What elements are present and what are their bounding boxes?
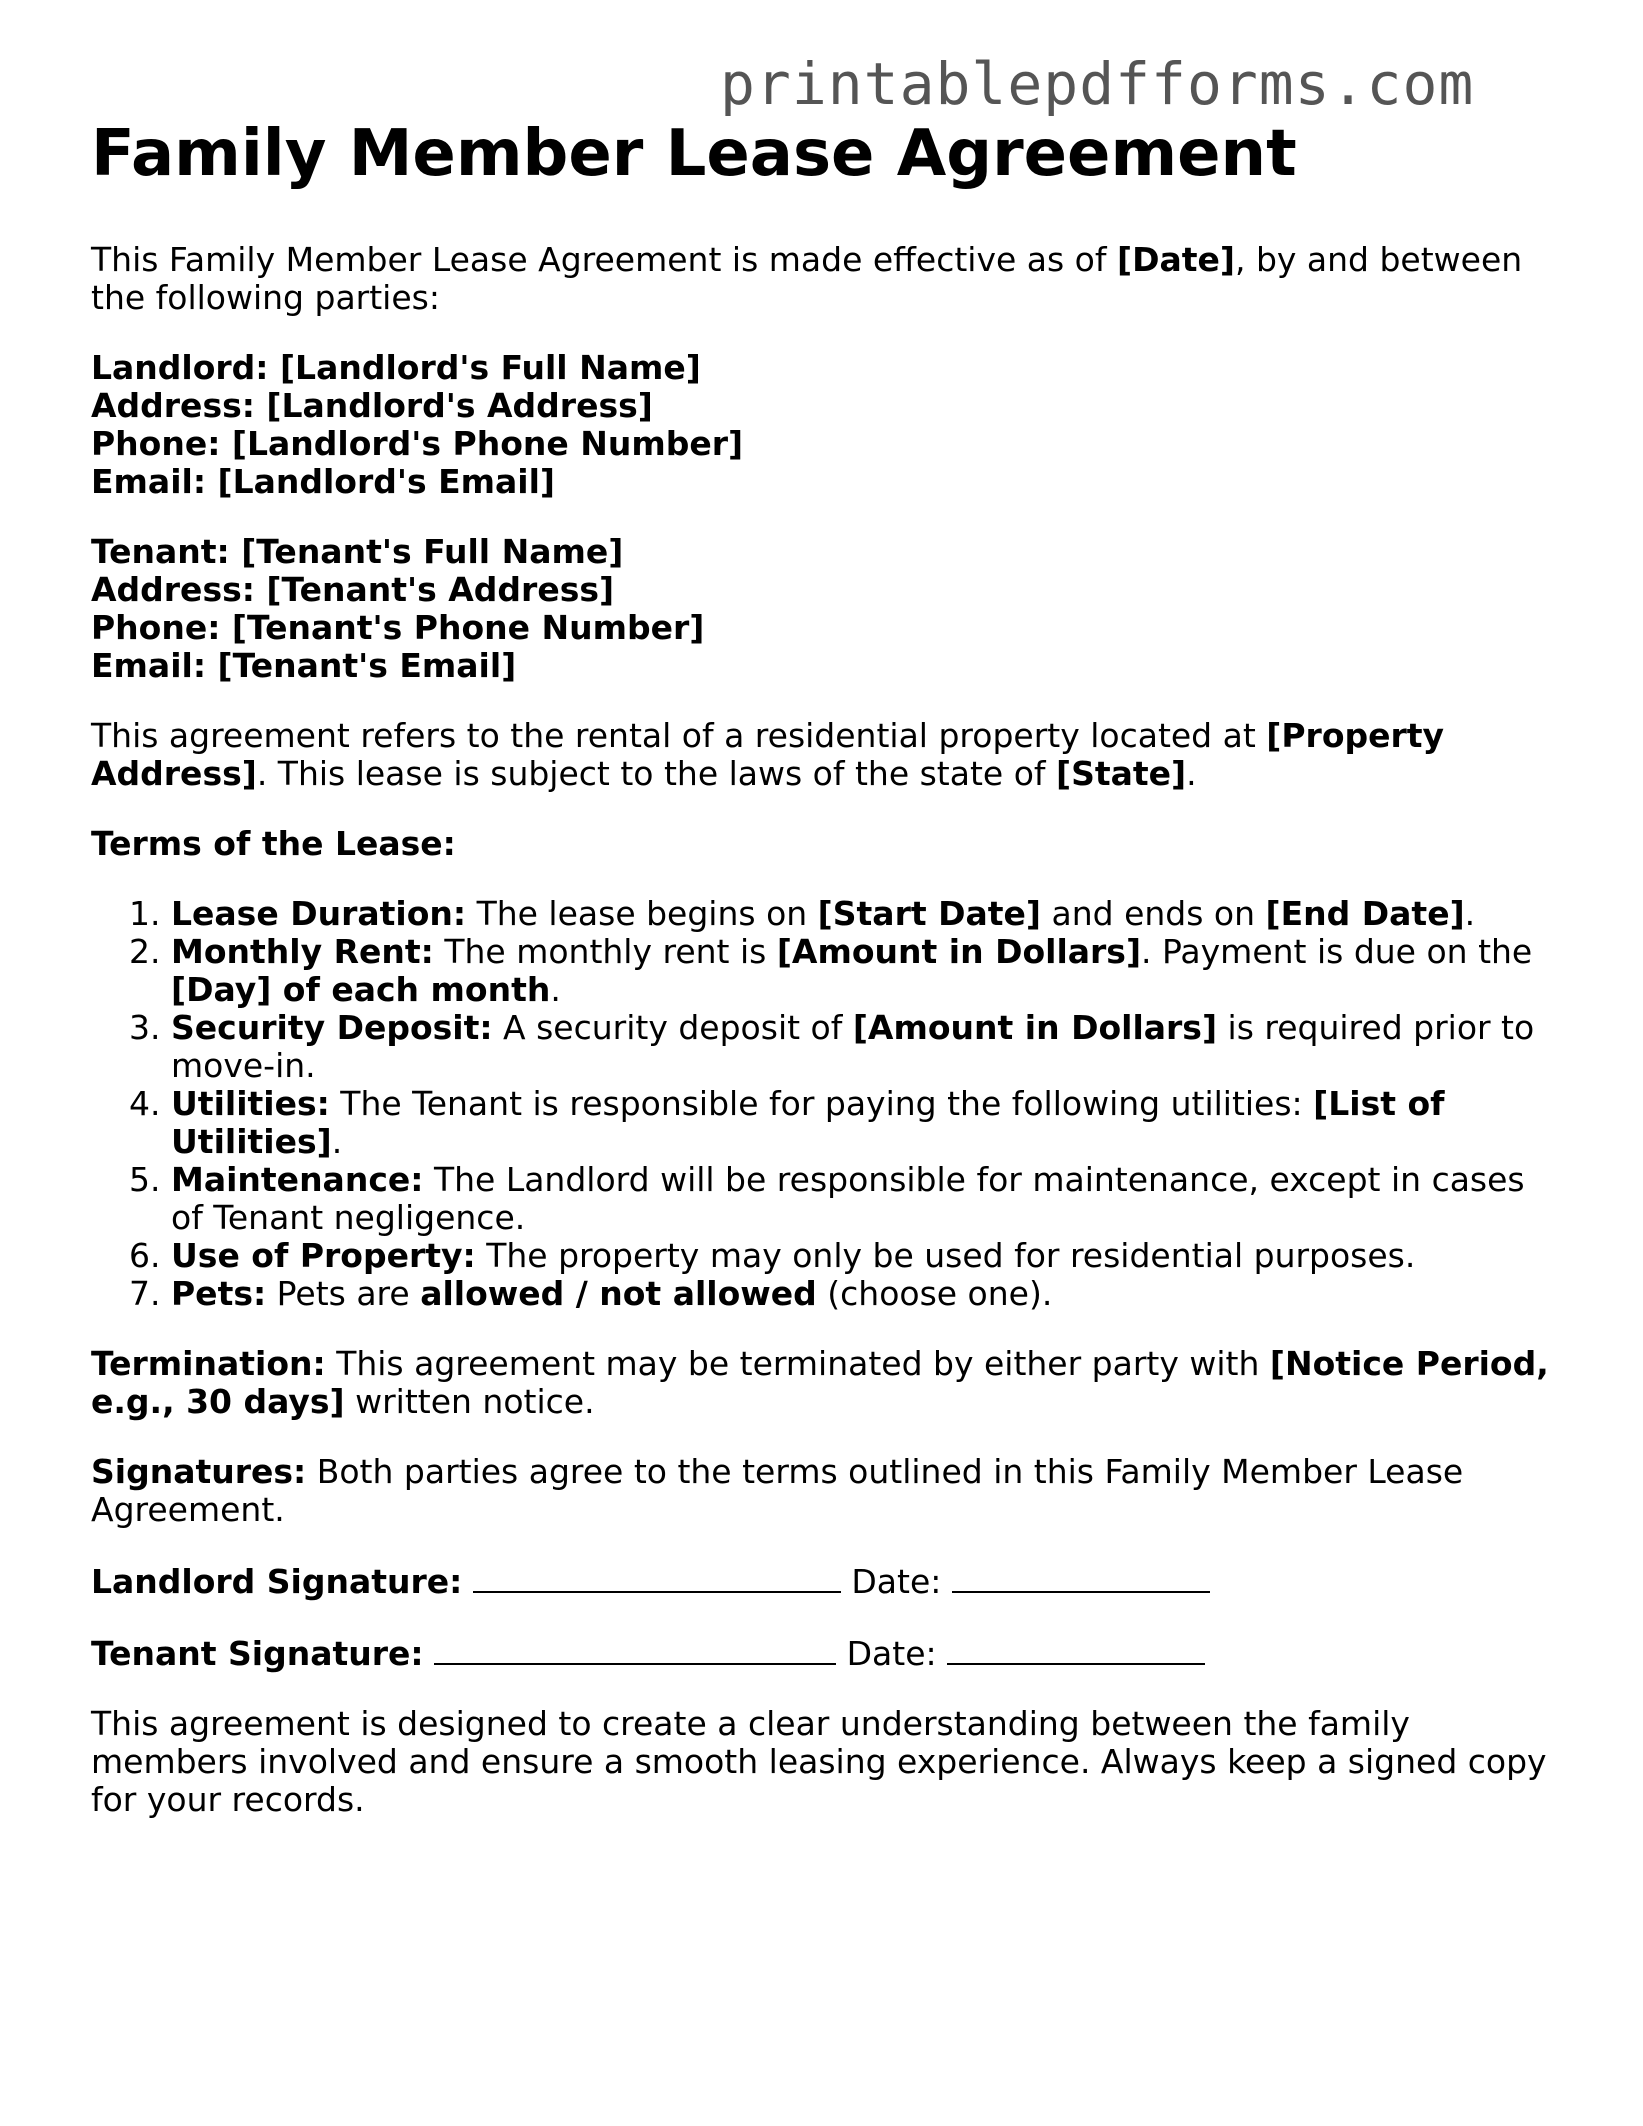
term-placeholder: [Amount in Dollars] [776, 932, 1142, 971]
term-text: A security deposit of [492, 1008, 853, 1047]
tenant-signature-line[interactable] [434, 1633, 836, 1665]
property-paragraph [91, 717, 1551, 793]
termination-text-1: This agreement may be terminated by either party with [325, 1344, 1270, 1383]
landlord-date-line[interactable] [952, 1561, 1210, 1593]
property-text-3: . [1186, 754, 1197, 793]
term-label: Monthly Rent: [171, 932, 434, 971]
signatures-paragraph [91, 1453, 1551, 1529]
tenant-date-label: Date: [846, 1634, 937, 1673]
document-title: Family Member Lease Agreement [91, 117, 1297, 191]
term-placeholder: [Amount in Dollars] [852, 1008, 1218, 1047]
signatures-label: Signatures: [91, 1452, 307, 1491]
term-text: (choose one). [816, 1274, 1053, 1313]
intro-text-1: This Family Member Lease Agreement is made effective as of [91, 240, 1117, 279]
tenant-name: Tenant: [Tenant's Full Name] [91, 532, 624, 571]
term-label: Security Deposit: [171, 1008, 493, 1047]
landlord-email: Email: [Landlord's Email] [91, 462, 556, 501]
property-text-2: . This lease is subject to the laws of the state of [256, 754, 1056, 793]
terms-list-item [171, 1275, 1551, 1313]
state-placeholder: [State] [1056, 754, 1187, 793]
landlord-date-label: Date: [851, 1562, 942, 1601]
tenant-signature-label: Tenant Signature: [91, 1634, 424, 1673]
intro-text-2: , by and between the following parties: [91, 240, 1523, 317]
term-placeholder: allowed / not allowed [420, 1274, 817, 1313]
term-text: is required prior to move-in. [171, 1008, 1535, 1085]
terms-list-item [171, 1009, 1551, 1085]
terms-list-item [171, 895, 1551, 933]
terms-list-item [171, 1085, 1551, 1161]
term-label: Maintenance: [171, 1160, 424, 1199]
term-label: Utilities: [171, 1084, 330, 1123]
terms-list-item [171, 1161, 1551, 1237]
notice-period-placeholder: [Notice Period, e.g., 30 days] [91, 1344, 1549, 1421]
term-text: The property may only be used for residential purposes. [475, 1236, 1416, 1275]
signatures-text: Both parties agree to the terms outlined in this Family Member Lease Agreement. [91, 1452, 1464, 1529]
tenant-info [91, 533, 1551, 685]
termination-label: Termination: [91, 1344, 326, 1383]
landlord-name: Landlord: [Landlord's Full Name] [91, 348, 701, 387]
term-text: . [331, 1122, 343, 1161]
term-text: The monthly rent is [433, 932, 777, 971]
terms-list [91, 895, 1551, 1313]
term-placeholder: [Start Date] [817, 894, 1042, 933]
effective-date-placeholder: [Date] [1116, 240, 1235, 279]
term-placeholder: [List of Utilities] [171, 1084, 1445, 1161]
term-text: . [550, 970, 561, 1009]
property-text-1: This agreement refers to the rental of a residential property located at [91, 716, 1267, 755]
tenant-address: Address: [Tenant's Address] [91, 570, 615, 609]
term-text: The lease begins on [466, 894, 818, 933]
terms-list-item [171, 933, 1551, 1009]
term-text: The Landlord will be responsible for maintenance, except in cases of Tenant negligence. [171, 1160, 1525, 1237]
document-page [91, 110, 1551, 1819]
term-text: . [1464, 894, 1476, 933]
landlord-phone: Phone: [Landlord's Phone Number] [91, 424, 744, 463]
tenant-signature-row [91, 1633, 1551, 1673]
landlord-signature-label: Landlord Signature: [91, 1562, 463, 1601]
term-text: Pets are [266, 1274, 421, 1313]
term-text: . Payment is due on the [1141, 932, 1533, 971]
term-placeholder: [Day] of each month [171, 970, 551, 1009]
property-address-placeholder: [Property Address] [91, 716, 1445, 793]
termination-text-2: written notice. [344, 1382, 595, 1421]
landlord-signature-row [91, 1561, 1551, 1601]
landlord-address: Address: [Landlord's Address] [91, 386, 653, 425]
landlord-signature-line[interactable] [473, 1561, 841, 1593]
intro-paragraph [91, 241, 1551, 317]
tenant-date-line[interactable] [947, 1633, 1205, 1665]
watermark: printablepdfforms.com [720, 50, 1475, 118]
terms-list-item [171, 1237, 1551, 1275]
term-label: Use of Property: [171, 1236, 476, 1275]
closing-paragraph: This agreement is designed to create a clear understanding between the family members involved and ensure a smooth leasing experience. Always keep a signed copy for your records. [91, 1704, 1547, 1819]
term-label: Lease Duration: [171, 894, 467, 933]
tenant-phone: Phone: [Tenant's Phone Number] [91, 608, 705, 647]
terms-heading: Terms of the Lease: [91, 824, 456, 863]
term-placeholder: [End Date] [1265, 894, 1465, 933]
term-label: Pets: [171, 1274, 267, 1313]
termination-paragraph [91, 1345, 1551, 1421]
term-text: and ends on [1041, 894, 1266, 933]
landlord-info [91, 349, 1551, 501]
term-text: The Tenant is responsible for paying the following utilities: [329, 1084, 1314, 1123]
tenant-email: Email: [Tenant's Email] [91, 646, 517, 685]
